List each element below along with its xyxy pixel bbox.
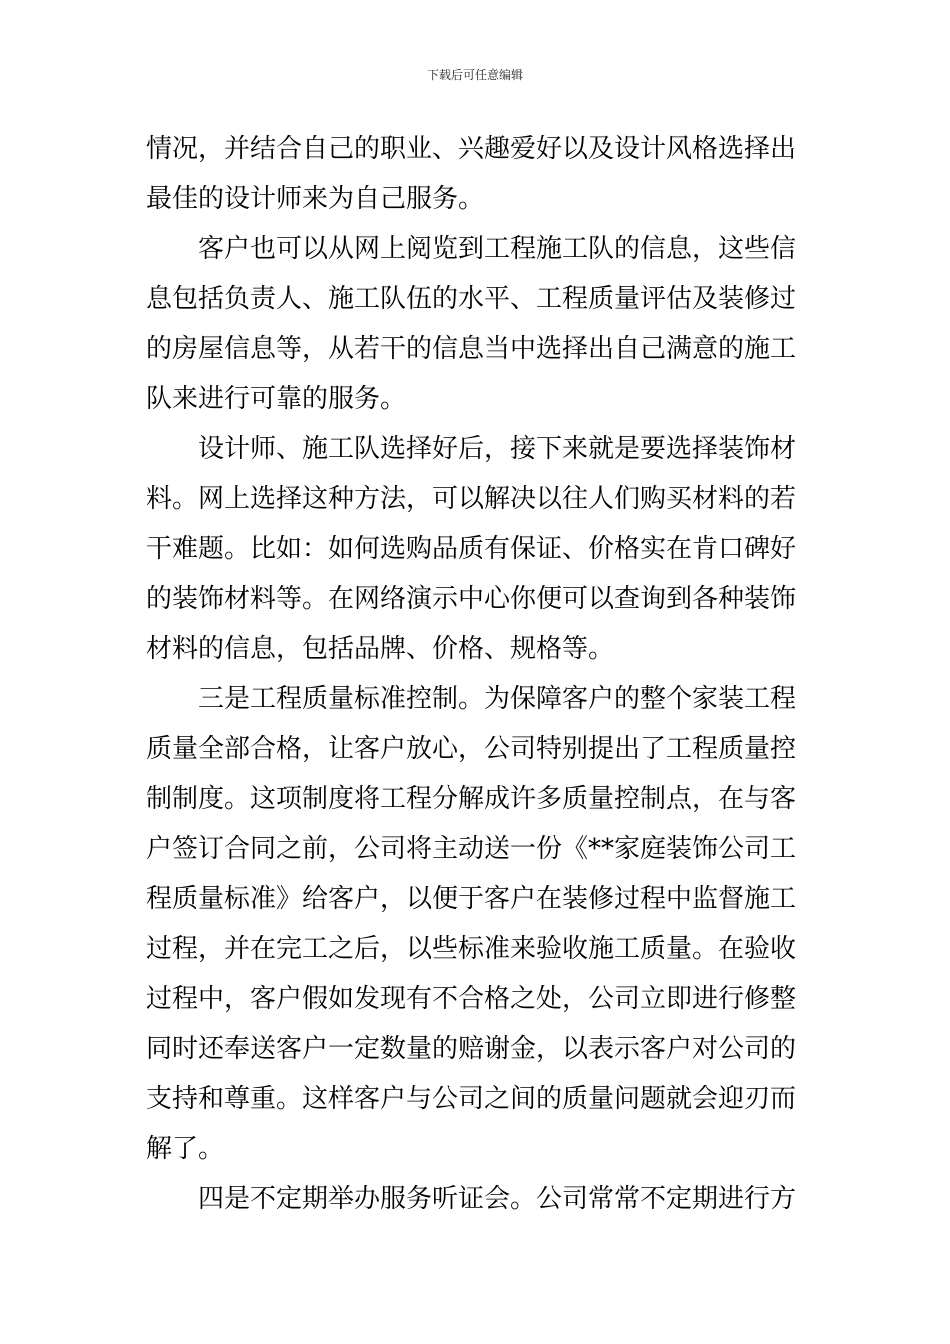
text-line: 制制度。这项制度将工程分解成许多质量控制点，在与客	[146, 784, 797, 814]
text-line: 料。网上选择这种方法，可以解决以往人们购买材料的若	[146, 484, 797, 514]
text-line: 的装饰材料等。在网络演示中心你便可以查询到各种装饰	[146, 584, 797, 614]
text-line: 四是不定期举办服务听证会。公司常常不定期进行方	[198, 1184, 797, 1214]
text-line: 同时还奉送客户一定数量的赔谢金，以表示客户对公司的	[146, 1034, 797, 1064]
text-line: 客户也可以从网上阅览到工程施工队的信息，这些信	[198, 234, 797, 264]
text-line: 程质量标准》给客户，以便于客户在装修过程中监督施工	[146, 884, 797, 914]
text-line: 息包括负责人、施工队伍的水平、工程质量评估及装修过	[146, 284, 797, 314]
text-line: 过程，并在完工之后，以些标准来验收施工质量。在验收	[146, 934, 797, 964]
text-line: 支持和尊重。这样客户与公司之间的质量问题就会迎刃而	[146, 1084, 797, 1114]
text-line: 的房屋信息等，从若干的信息当中选择出自己满意的施工	[146, 334, 797, 364]
text-line: 材料的信息，包括品牌、价格、规格等。	[146, 634, 615, 664]
text-line: 最佳的设计师来为自己服务。	[146, 184, 485, 214]
text-line: 设计师、施工队选择好后，接下来就是要选择装饰材	[198, 434, 797, 464]
text-line: 三是工程质量标准控制。为保障客户的整个家装工程	[198, 684, 797, 714]
text-line: 质量全部合格，让客户放心，公司特别提出了工程质量控	[146, 734, 797, 764]
text-line: 解了。	[146, 1134, 225, 1164]
text-line: 干难题。比如：如何选购品质有保证、价格实在肯口碑好	[146, 534, 797, 564]
text-line: 队来进行可靠的服务。	[146, 384, 407, 414]
page-header: 下载后可任意编辑	[426, 68, 523, 82]
body-text	[146, 124, 810, 1224]
text-line: 情况，并结合自己的职业、兴趣爱好以及设计风格选择出	[146, 134, 797, 164]
text-line: 户签订合同之前，公司将主动送一份《**家庭装饰公司工	[146, 834, 797, 864]
text-line: 过程中，客户假如发现有不合格之处，公司立即进行修整	[146, 984, 797, 1014]
